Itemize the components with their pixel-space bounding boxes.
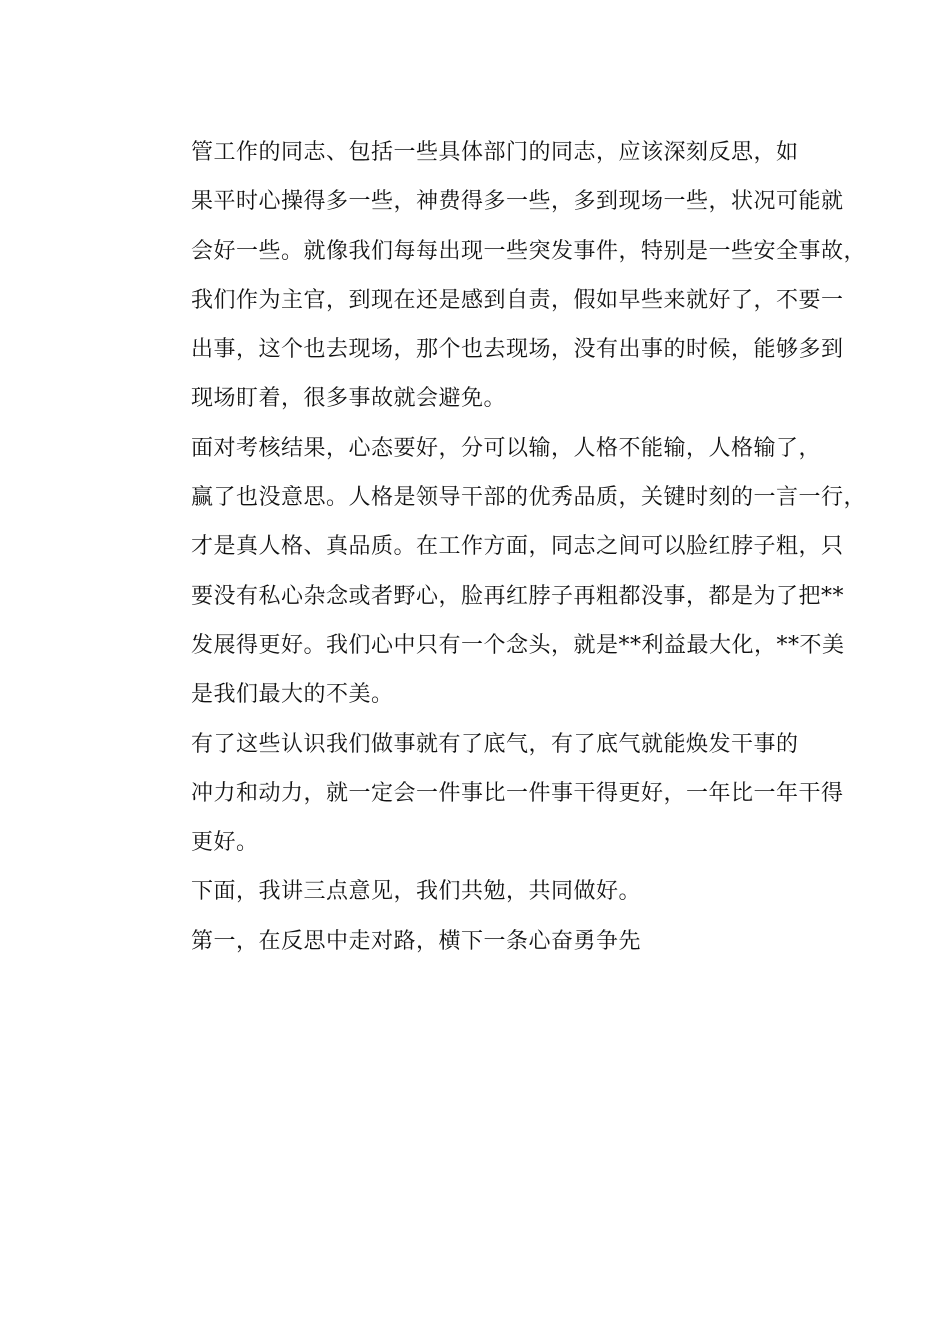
- text-line: 面对考核结果，心态要好，分可以输，人格不能输，人格输了，: [191, 435, 822, 461]
- text-line: 管工作的同志、包括一些具体部门的同志，应该深刻反思，如: [191, 140, 799, 165]
- text-line: 有了这些认识我们做事就有了底气，有了底气就能焕发干事的: [191, 731, 799, 757]
- paragraph-character: [145, 424, 867, 720]
- text-line: 出事，这个也去现场，那个也去现场，没有出事的时候，能够多到: [191, 337, 844, 363]
- text-line: 会好一些。就像我们每每出现一些突发事件，特别是一些安全事故，: [191, 238, 867, 264]
- section-heading: [145, 917, 813, 966]
- text-line: 现场盯着，很多事故就会避免。: [191, 386, 507, 412]
- paragraph-intro: [145, 867, 813, 916]
- text-line: 冲力和动力，就一定会一件事比一件事干得更好，一年比一年干得: [191, 780, 844, 806]
- text-line: 第一，在反思中走对路，横下一条心奋勇争先: [191, 928, 642, 954]
- text-line: 更好。: [191, 830, 259, 856]
- document-body: [145, 128, 867, 966]
- text-line: 发展得更好。我们心中只有一个念头，就是**利益最大化，**不美: [191, 632, 845, 658]
- paragraph-reflection: [145, 128, 867, 424]
- text-line: 是我们最大的不美。: [191, 682, 394, 708]
- text-line: 果平时心操得多一些，神费得多一些，多到现场一些，状况可能就: [191, 189, 844, 215]
- text-line: 下面，我讲三点意见，我们共勉，共同做好。: [191, 879, 642, 905]
- text-line: 才是真人格、真品质。在工作方面，同志之间可以脸红脖子粗，只: [191, 534, 844, 560]
- paragraph-confidence: [145, 720, 844, 868]
- text-line: 我们作为主官，到现在还是感到自责，假如早些来就好了，不要一: [191, 287, 844, 313]
- text-line: 赢了也没意思。人格是领导干部的优秀品质，关键时刻的一言一行，: [191, 485, 867, 511]
- text-line: 要没有私心杂念或者野心，脸再红脖子再粗都没事，都是为了把**: [191, 583, 845, 609]
